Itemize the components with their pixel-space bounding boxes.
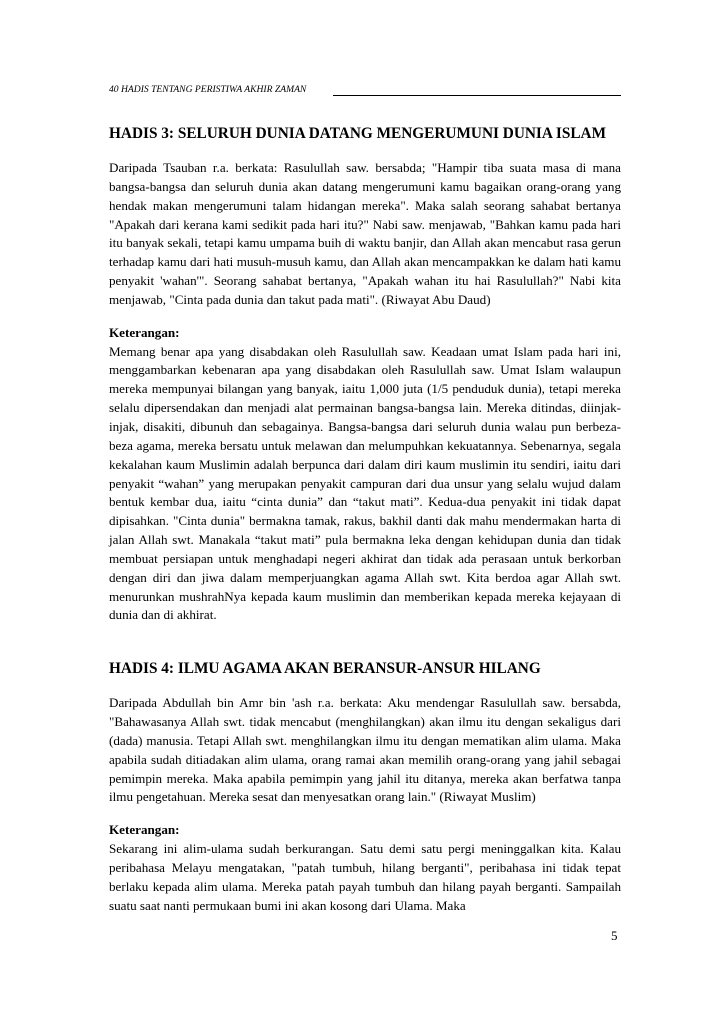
section-hadis-4 bbox=[109, 659, 621, 915]
explanation-text: Sekarang ini alim-ulama sudah berkurangan. Satu demi satu pergi meninggalkan kita. Kalau peribahasa Melayu mengatakan, "patah tumbuh, hilang berganti", peribahasa ini tidak tepat berlaku kepada alim ulama. Mereka patah payah tumbuh dan hilang payah berganti. Sampailah suatu saat nanti permukaan bumi ini akan kosong dari Ulama. Maka bbox=[109, 841, 621, 913]
page-content bbox=[109, 124, 621, 916]
running-header: 40 HADIS TENTANG PERISTIWA AKHIR ZAMAN bbox=[109, 84, 307, 95]
explanation-label: Keterangan: bbox=[109, 822, 180, 838]
page-number: 5 bbox=[611, 928, 618, 943]
section-title: HADIS 3: SELURUH DUNIA DATANG MENGERUMUNI DUNIA ISLAM bbox=[109, 125, 607, 142]
hadith-text: Daripada Abdullah bin Amr bin 'ash r.a. berkata: Aku mendengar Rasulullah saw. bersabda, "Bahawasanya Allah swt. tidak mencabut (menghilangkan) akan ilmu itu dengan sekaligus dari (dada) manusia. Tetapi Allah swt. menghilangkan ilmu itu dengan mematikan alim ulama. Maka apabila sudah ditiadakan alim ulama, orang ramai akan memilih orang-orang yang jahil sebagai pemimpin mereka. Maka apabila pemimpin yang jahil itu ditanya, mereka akan berfatwa tanpa ilmu pengetahuan. Mereka sesat dan menyesatkan orang lain." (Riwayat Muslim) bbox=[109, 695, 621, 805]
explanation-text: Memang benar apa yang disabdakan oleh Rasulullah saw. Keadaan umat Islam pada hari ini, menggambarkan kebenaran apa yang disabdakan oleh Rasulullah saw. Umat Islam walaupun mereka mempunyai bilangan yang banyak, iaitu 1,000 juta (1/5 penduduk dunia), tetapi mereka selalu dipersendakan dan menjadi alat permainan bangsa-bangsa lain. Mereka ditindas, diinjak-injak, disakiti, dibunuh dan sebagainya. Bangsa-bangsa dari seluruh dunia walau pun berbeza-beza agama, mereka bersatu untuk melawan dan melumpuhkan kekuatannya. Sebenarnya, segala kekalahan kaum Muslimin adalah berpunca dari dalam diri kaum muslimin itu sendiri, iaitu dari penyakit “wahan” yang merupakan penyakit campuran dari dua unsur yang selalu wujud dalam bentuk kembar dua, iaitu “cinta dunia” dan “takut mati”. Kedua-dua penyakit ini tidak dapat dipisahkan. "Cinta dunia" bermakna tamak, rakus, bakhil danti dak mahu mendermakan harta di jalan Allah swt. Manakala “takut mati” pula bermakna leka dengan kehidupan dunia dan tidak membuat persiapan untuk menghadapi negeri akhirat dan tidak ada perasaan untuk berkorban dengan diri dan jiwa dalam memperjuangkan agama Allah swt. Kita berdoa agar Allah swt. menurunkan mushrahNya kepada kaum muslimin dan memberikan kepada mereka kejayaan di dunia dan di akhirat. bbox=[109, 343, 621, 623]
section-title: HADIS 4: ILMU AGAMA AKAN BERANSUR-ANSUR HILANG bbox=[109, 660, 541, 678]
header-rule bbox=[333, 95, 621, 96]
explanation-label: Keterangan: bbox=[109, 324, 180, 340]
section-hadis-3 bbox=[109, 124, 621, 625]
hadith-text: Daripada Tsauban r.a. berkata: Rasulullah saw. bersabda; "Hampir tiba suata masa di mana bangsa-bangsa dan seluruh dunia akan datang mengerumuni kamu bagaikan orang-orang yang hendak makan mengerumuni talam hidangan mereka". Maka salah seorang sahabat bertanya "Apakah dari kerana kami sedikit pada hari itu?" Nabi saw. menjawab, "Bahkan kamu pada hari itu banyak sekali, tetapi kamu umpama buih di waktu banjir, dan Allah akan mencabut rasa gerun terhadap kamu dari hati musuh-musuh kamu, dan Allah akan mencampakkan ke dalam hati kamu penyakit 'wahan'". Seorang sahabat bertanya, "Apakah wahan itu hai Rasulullah?" Nabi kita menjawab, "Cinta pada dunia dan takut pada mati". (Riwayat Abu Daud) bbox=[109, 160, 621, 307]
